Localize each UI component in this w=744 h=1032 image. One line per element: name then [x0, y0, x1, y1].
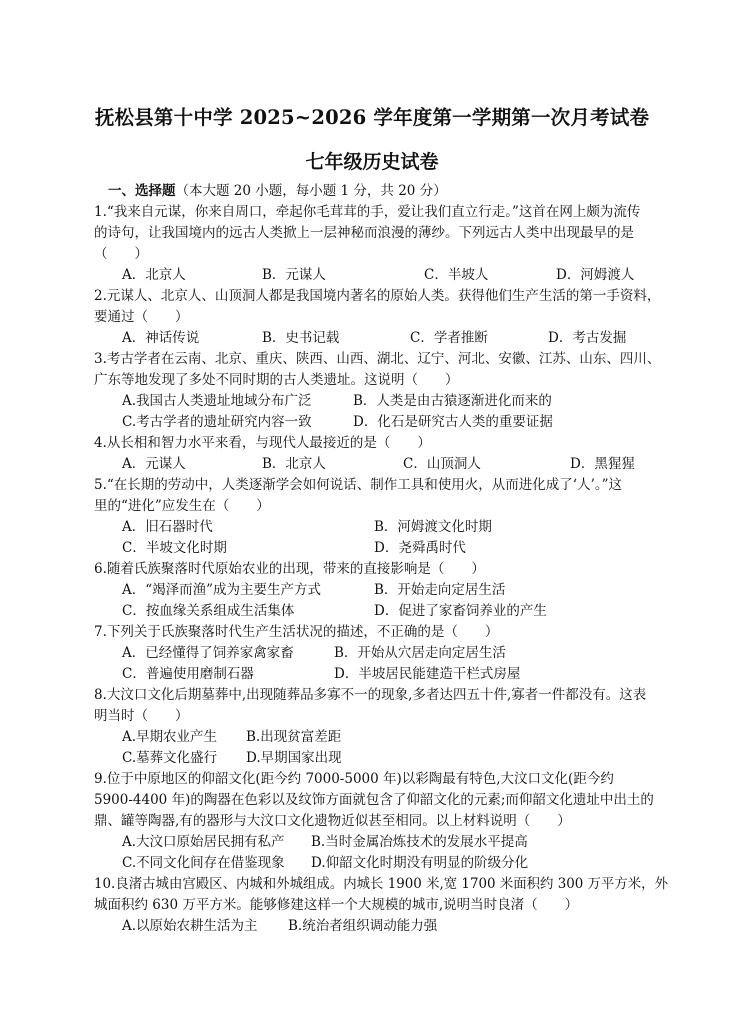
q10-option-a[interactable]: A.以原始农耕生活为主 [122, 918, 258, 934]
q9-line-2: 5900-4400 年)的陶器在色彩以及纹饰方面就包含了仰韶文化的元素;而仰韶文化遗址中出土的 [94, 792, 654, 808]
q3-option-c[interactable]: C.考古学者的遗址研究内容一致 [122, 414, 312, 430]
q1-line-1: 1.“我来自元谋，你来自周口，牵起你毛茸茸的手，爱让我们直立行走。”这首在网上颇为流传 [94, 204, 641, 220]
q6-option-a[interactable]: A．“竭泽而渔”成为主要生产方式 [122, 582, 322, 598]
q1-option-d[interactable]: D．河姆渡人 [556, 267, 635, 283]
q8-option-d[interactable]: D.早期国家出现 [246, 750, 342, 766]
q5-option-b[interactable]: B．河姆渡文化时期 [374, 519, 492, 535]
q1-line-2: 的诗句，让我国境内的远古人类掀上一层神秘而浪漫的薄纱。下列远古人类中出现最早的是 [94, 225, 634, 241]
q10-option-b[interactable]: B.统治者组织调动能力强 [288, 918, 438, 934]
q6-option-b[interactable]: B．开始走向定居生活 [374, 582, 506, 598]
q6-option-c[interactable]: C．按血缘关系组成生活集体 [122, 603, 295, 619]
q8-option-b[interactable]: B.出现贫富差距 [246, 729, 342, 745]
q9-line-3: 鼎、罐等陶器,有的器形与大汶口文化遗物近似甚至相同。以上材料说明（ ） [94, 813, 571, 829]
q4-option-b[interactable]: B．北京人 [262, 456, 326, 472]
q5-option-a[interactable]: A．旧石器时代 [122, 519, 213, 535]
q7-option-c[interactable]: C．普遍使用磨制石器 [122, 666, 254, 682]
section-note: （本大题 20 小题，每小题 1 分，共 20 分） [175, 183, 447, 199]
q2-option-b[interactable]: B．史书记载 [262, 330, 340, 346]
q7-option-d[interactable]: D．半坡居民能建造干栏式房屋 [334, 666, 521, 682]
q3-option-b[interactable]: B．人类是由古猿逐渐进化而来的 [353, 393, 552, 409]
q4-line-1: 4.从长相和智力水平来看，与现代人最接近的是（ ） [94, 435, 431, 451]
q6-option-d[interactable]: D．促进了家畜饲养业的产生 [374, 603, 547, 619]
q10-line-1: 10.良渚古城由宫殿区、内城和外城组成。内城长 1900 米,宽 1700 米面积约 300 万平方米，外 [94, 876, 669, 892]
q8-line-1: 8.大汶口文化后期墓葬中,出现随葬品多寡不一的现象,多者达四五十件,寡者一件都没有。这表 [94, 687, 647, 703]
exam-title: 抚松县第十中学 2025~2026 学年度第一学期第一次月考试卷 [94, 106, 650, 129]
q5-line-1: 5.“在长期的劳动中，人类逐渐学会如何说话、制作工具和使用火，从而进化成了‘人’。”这 [94, 477, 623, 493]
q3-line-1: 3.考古学者在云南、北京、重庆、陕西、山西、湖北、辽宁、河北、安徽、江苏、山东、四川、 [94, 351, 661, 367]
q7-option-a[interactable]: A．已经懂得了饲养家禽家畜 [122, 645, 294, 661]
q1-line-3: （ ） [94, 246, 148, 262]
q4-option-a[interactable]: A．元谋人 [122, 456, 186, 472]
q1-option-b[interactable]: B．元谋人 [262, 267, 326, 283]
q6-line-1: 6.随着氏族聚落时代原始农业的出现，带来的直接影响是（ ） [94, 561, 485, 577]
q3-option-d[interactable]: D．化石是研究古人类的重要证据 [353, 414, 553, 430]
q1-option-a[interactable]: A．北京人 [122, 267, 186, 283]
q10-line-2: 城面积约 630 万平方米。能够修建这样一个大规模的城市,说明当时良渚（ ） [94, 897, 579, 913]
exam-subtitle: 七年级历史试卷 [305, 151, 439, 173]
q8-line-2: 明当时（ ） [94, 708, 189, 724]
q2-option-a[interactable]: A．神话传说 [122, 330, 200, 346]
q5-option-c[interactable]: C．半坡文化时期 [122, 540, 227, 556]
q2-line-1: 2.元谋人、北京人、山顶洞人都是我国境内著名的原始人类。获得他们生产生活的第一手资料， [94, 288, 661, 304]
q5-line-2: 里的“进化”应发生在（ ） [94, 498, 270, 514]
q8-option-c[interactable]: C.墓葬文化盛行 [122, 750, 218, 766]
section-heading [108, 182, 447, 200]
q9-option-a[interactable]: A.大汶口原始居民拥有私产 [122, 834, 285, 850]
q2-option-c[interactable]: C．学者推断 [410, 330, 488, 346]
q9-line-1: 9.位于中原地区的仰韶文化(距今约 7000-5000 年)以彩陶最有特色,大汶口文化(距今约 [94, 771, 614, 787]
q9-option-c[interactable]: C.不同文化间存在借鉴现象 [122, 855, 285, 871]
q7-line-1: 7.下列关于氏族聚落时代生产生活状况的描述，不正确的是（ ） [94, 624, 499, 640]
q2-line-2: 要通过（ ） [94, 309, 189, 325]
q1-option-c[interactable]: C．半坡人 [424, 267, 489, 283]
q4-option-c[interactable]: C．山顶洞人 [403, 456, 481, 472]
section-label: 一、选择题 [108, 183, 176, 199]
q9-option-d[interactable]: D.仰韶文化时期没有明显的阶级分化 [311, 855, 529, 871]
q8-option-a[interactable]: A.早期农业产生 [122, 729, 218, 745]
q4-option-d[interactable]: D．黑猩猩 [570, 456, 635, 472]
q7-option-b[interactable]: B．开始从穴居走向定居生活 [334, 645, 506, 661]
q3-option-a[interactable]: A.我国古人类遗址地域分布广泛 [122, 393, 312, 409]
q3-line-2: 广东等地发现了多处不同时期的古人类遗址。这说明（ ） [94, 372, 459, 388]
q9-option-b[interactable]: B.当时金属冶炼技术的发展水平提高 [311, 834, 528, 850]
q5-option-d[interactable]: D．尧舜禹时代 [374, 540, 466, 556]
q2-option-d[interactable]: D．考古发掘 [548, 330, 627, 346]
